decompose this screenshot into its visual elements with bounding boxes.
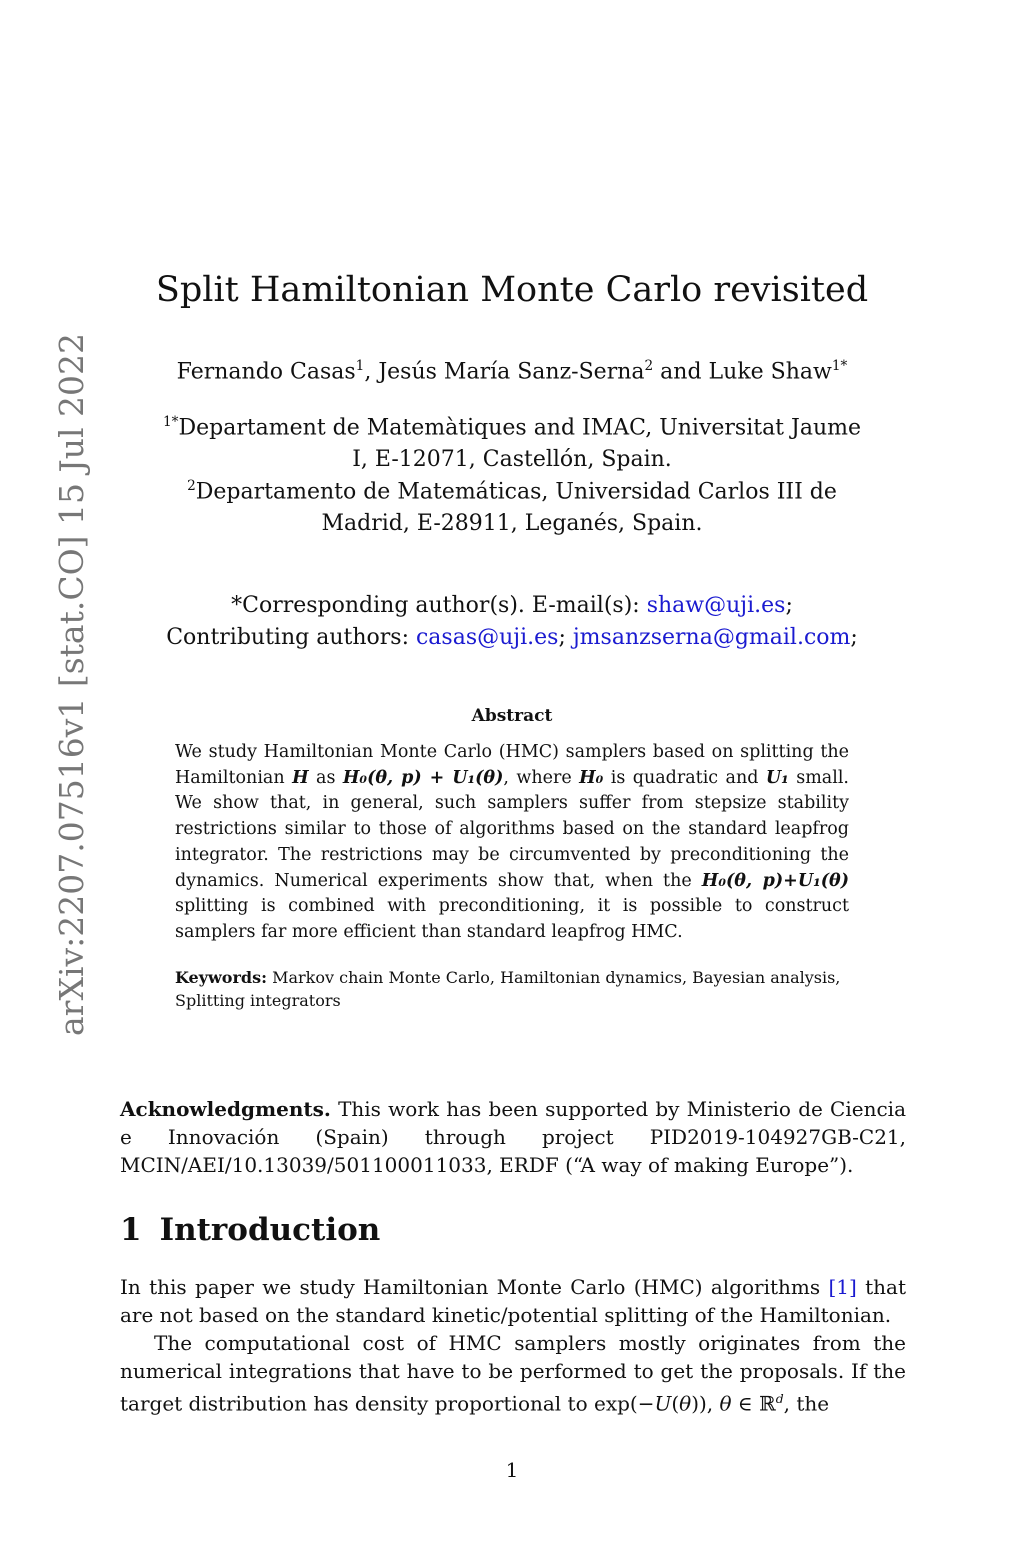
intro-text: In this paper we study Hamiltonian Monte Carlo (HMC) algorithms: [120, 1275, 829, 1299]
keywords: [175, 966, 849, 1012]
affiliation-line: I, E-12071, Castellón, Spain.: [352, 447, 672, 473]
math-H0: H₀: [579, 767, 604, 788]
author-shaw-affil: 1*: [831, 358, 848, 374]
keywords-text: Markov chain Monte Carlo, Hamiltonian dynamics, Bayesian analysis, Splitting integrators: [175, 968, 841, 1010]
abstract-body: [175, 740, 849, 946]
author-casas: Fernando Casas: [176, 359, 356, 385]
author-shaw: Luke Shaw: [708, 359, 832, 385]
affiliation-line: Departament de Matemàtiques and IMAC, Universitat Jaume: [178, 415, 862, 441]
math-U: U: [654, 1391, 672, 1416]
affiliation-1: [120, 406, 904, 476]
abstract-heading: Abstract: [471, 706, 553, 726]
correspondence: *Corresponding author(s). E-mail(s): shaw@uji.es; Contributing authors: casas@uji.es; jmsanzserna@gmail.com;: [166, 593, 858, 650]
contributing-label: Contributing authors:: [166, 625, 416, 650]
email-link-casas[interactable]: casas@uji.es: [415, 625, 559, 650]
abstract-text: small. We show that, in general, such samplers suffer from stepsize stability restrictions similar to those of algorithms based on the standard leapfrog integrator. The restrictions may be circumvented by preconditioning the dynamics. Numerical experiments show that, when the: [175, 767, 849, 891]
author-sanz-serna: Jesús María Sanz-Serna: [378, 359, 645, 385]
intro-text: ∈ ℝ: [731, 1391, 776, 1416]
affiliation-marker: 1*: [162, 414, 179, 430]
abstract-text: splitting is combined with preconditioning, it is possible to construct samplers far more efficient than standard leapfrog HMC.: [175, 896, 849, 942]
arxiv-identifier-stamp: [48, 210, 98, 1040]
intro-paragraph-2: [120, 1329, 906, 1418]
author-list: [120, 358, 904, 384]
abstract-text: , where: [503, 767, 580, 788]
acknowledgments: [120, 1095, 906, 1179]
author-casas-affil: 1: [355, 358, 365, 374]
abstract-text: is quadratic and: [603, 767, 766, 788]
section-title: Introduction: [159, 1212, 381, 1248]
citation-link[interactable]: [1]: [828, 1275, 857, 1299]
intro-text: that are not based on the standard kinetic/potential splitting of the Hamiltonian.: [120, 1275, 906, 1327]
affiliation-2: [120, 470, 904, 540]
math-split: H₀(θ, p) + U₁(θ): [342, 767, 504, 788]
paper-title: Split Hamiltonian Monte Carlo revisited: [155, 270, 869, 310]
abstract-text: as: [308, 767, 343, 788]
affiliation-line: Madrid, E-28911, Leganés, Spain.: [321, 511, 703, 537]
abstract-text: We study Hamiltonian Monte Carlo (HMC) samplers based on splitting the Hamiltonian: [175, 742, 849, 788]
intro-text: , the: [783, 1391, 830, 1416]
author-separator: ,: [364, 359, 379, 385]
email-link-shaw[interactable]: shaw@uji.es: [646, 593, 786, 618]
keywords-label: Keywords:: [175, 968, 268, 987]
affiliation-line: Departamento de Matemáticas, Universidad Carlos III de: [195, 479, 837, 505]
arxiv-stamp-text: arXiv:2207.07516v1 [stat.CO] 15 Jul 2022: [52, 333, 91, 1036]
page-number: 1: [505, 1458, 519, 1482]
math-theta: θ: [719, 1391, 732, 1416]
intro-text: )),: [691, 1391, 720, 1416]
author-separator: and: [653, 359, 709, 385]
corresponding-label: *Corresponding author(s). E-mail(s):: [231, 593, 647, 618]
author-sanz-serna-affil: 2: [644, 358, 654, 374]
acknowledgments-label: Acknowledgments.: [120, 1097, 331, 1121]
math-U1: U₁: [765, 767, 789, 788]
email-link-sanz-serna[interactable]: jmsanzserna@gmail.com: [572, 625, 851, 650]
affiliation-marker: 2: [187, 478, 196, 494]
intro-text: (: [671, 1391, 680, 1416]
math-d: d: [775, 1391, 784, 1406]
math-split: H₀(θ, p)+U₁(θ): [701, 870, 849, 891]
intro-paragraph-1: [120, 1273, 906, 1329]
intro-text: The computational cost of HMC samplers mostly originates from the numerical integrations that have to be performed to get the proposals. If the target distribution has density proportional to exp(−: [120, 1331, 906, 1416]
math-H: H: [292, 767, 309, 788]
section-number: 1: [120, 1212, 142, 1248]
acknowledgments-text: This work has been supported by Ministerio de Ciencia e Innovación (Spain) through project PID2019-104927GB-C21, MCIN/AEI/10.13039/501100011033, ERDF (“A way of making Europe”).: [120, 1097, 906, 1177]
math-theta: θ: [679, 1391, 692, 1416]
section-heading: [120, 1212, 380, 1248]
